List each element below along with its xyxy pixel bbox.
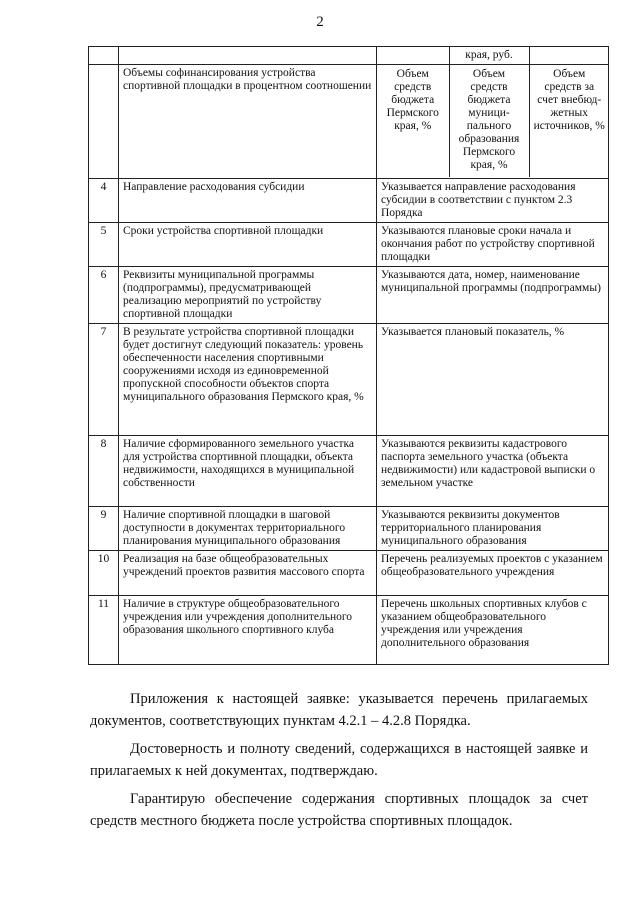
row-value: Указываются дата, номер, наименование муниципальной программы (подпрограммы) (377, 267, 609, 324)
row-value: Указываются плановые сроки начала и окончания работ по устройству спортивной площадки (377, 223, 609, 267)
row-value: Указываются реквизиты документов территориального планирования муниципального образования (377, 507, 609, 551)
cell-continuation-text: края, руб. (449, 47, 529, 64)
row-number: 5 (89, 223, 119, 267)
cell-empty (377, 47, 449, 64)
table-row-cofinancing (89, 65, 609, 179)
application-table (88, 46, 609, 665)
table-row (89, 596, 609, 665)
row-number: 4 (89, 179, 119, 223)
row-label: Направление расходования субсидии (119, 179, 377, 223)
row-number: 6 (89, 267, 119, 324)
row-label: Наличие в структуре общеобразовательного учреждения или учреждения дополнительного образования школьного спортивного клуба (119, 596, 377, 665)
row-label: Сроки устройства спортивной площадки (119, 223, 377, 267)
page-number: 2 (316, 14, 324, 30)
row-number: 9 (89, 507, 119, 551)
cofinancing-col-region: Объем средств бюджета Пермского края, % (386, 68, 439, 132)
table-row (89, 507, 609, 551)
cofinancing-label: Объемы софинансирования устройства спортивной площадки в процентном соотношении (119, 65, 377, 179)
cell-continuation (377, 47, 609, 65)
row-value: Указывается направление расходования субсидии в соответствии с пунктом 2.3 Порядка (377, 179, 609, 223)
row-number: 10 (89, 551, 119, 596)
table-row (89, 223, 609, 267)
cell-empty (529, 47, 609, 64)
closing-paragraphs (90, 688, 588, 832)
table-row (89, 551, 609, 596)
row-value: Перечень школьных спортивных клубов с указанием общеобразовательного учреждения или учреждения дополнительного образования (377, 596, 609, 665)
cell-empty (89, 47, 119, 65)
row-label: Наличие сформированного земельного участка для устройства спортивной площадки, объекта недвижимости, находящихся в муниципальной собственности (119, 436, 377, 507)
table-row-continuation (89, 47, 609, 65)
row-label: Наличие спортивной площадки в шаговой доступности в документах территориального планирования муниципального образования (119, 507, 377, 551)
row-number: 7 (89, 324, 119, 436)
cell-empty (119, 47, 377, 65)
attachments-paragraph: Приложения к настоящей заявке: указывается перечень прилагаемых документов, соответствующих пунктам 4.2.1 – 4.2.8 Порядка. (90, 691, 588, 729)
row-value: Указывается плановый показатель, % (377, 324, 609, 436)
row-label: Реализация на базе общеобразовательных учреждений проектов развития массового спорта (119, 551, 377, 596)
cofinancing-col-municipal: Объем средств бюджета муници-пального образования Пермского края, % (449, 65, 529, 177)
row-number: 11 (89, 596, 119, 665)
table-row (89, 324, 609, 436)
cofinancing-col-extrabudget: Объем средств за счет внебюд-жетных источников, % (529, 65, 609, 177)
cell-empty (89, 65, 119, 179)
table-row (89, 436, 609, 507)
row-value: Указываются реквизиты кадастрового паспорта земельного участка (объекта недвижимости) или кадастровой выписки о земельном участке (377, 436, 609, 507)
guarantee-paragraph: Гарантирую обеспечение содержания спортивных площадок за счет средств местного бюджета после устройства спортивных площадок. (90, 791, 588, 829)
row-label: Реквизиты муниципальной программы (подпрограммы), предусматривающей реализацию мероприятий по устройству спортивной площадки (119, 267, 377, 324)
row-value: Перечень реализуемых проектов с указанием общеобразовательного учреждения (377, 551, 609, 596)
sub-header (377, 47, 609, 64)
table-row (89, 179, 609, 223)
cofinancing-columns (377, 65, 609, 179)
confirmation-paragraph: Достоверность и полноту сведений, содержащихся в настоящей заявке и прилагаемых к ней документах, подтверждаю. (90, 741, 588, 779)
row-label: В результате устройства спортивной площадки будет достигнут следующий показатель: уровень обеспеченности населения спортивными сооружениями исходя из единовременной пропускной способности объектов спорта муниципального образования Пермского края, % (119, 324, 377, 436)
table-row (89, 267, 609, 324)
cofinancing-subtable (377, 65, 609, 177)
row-number: 8 (89, 436, 119, 507)
